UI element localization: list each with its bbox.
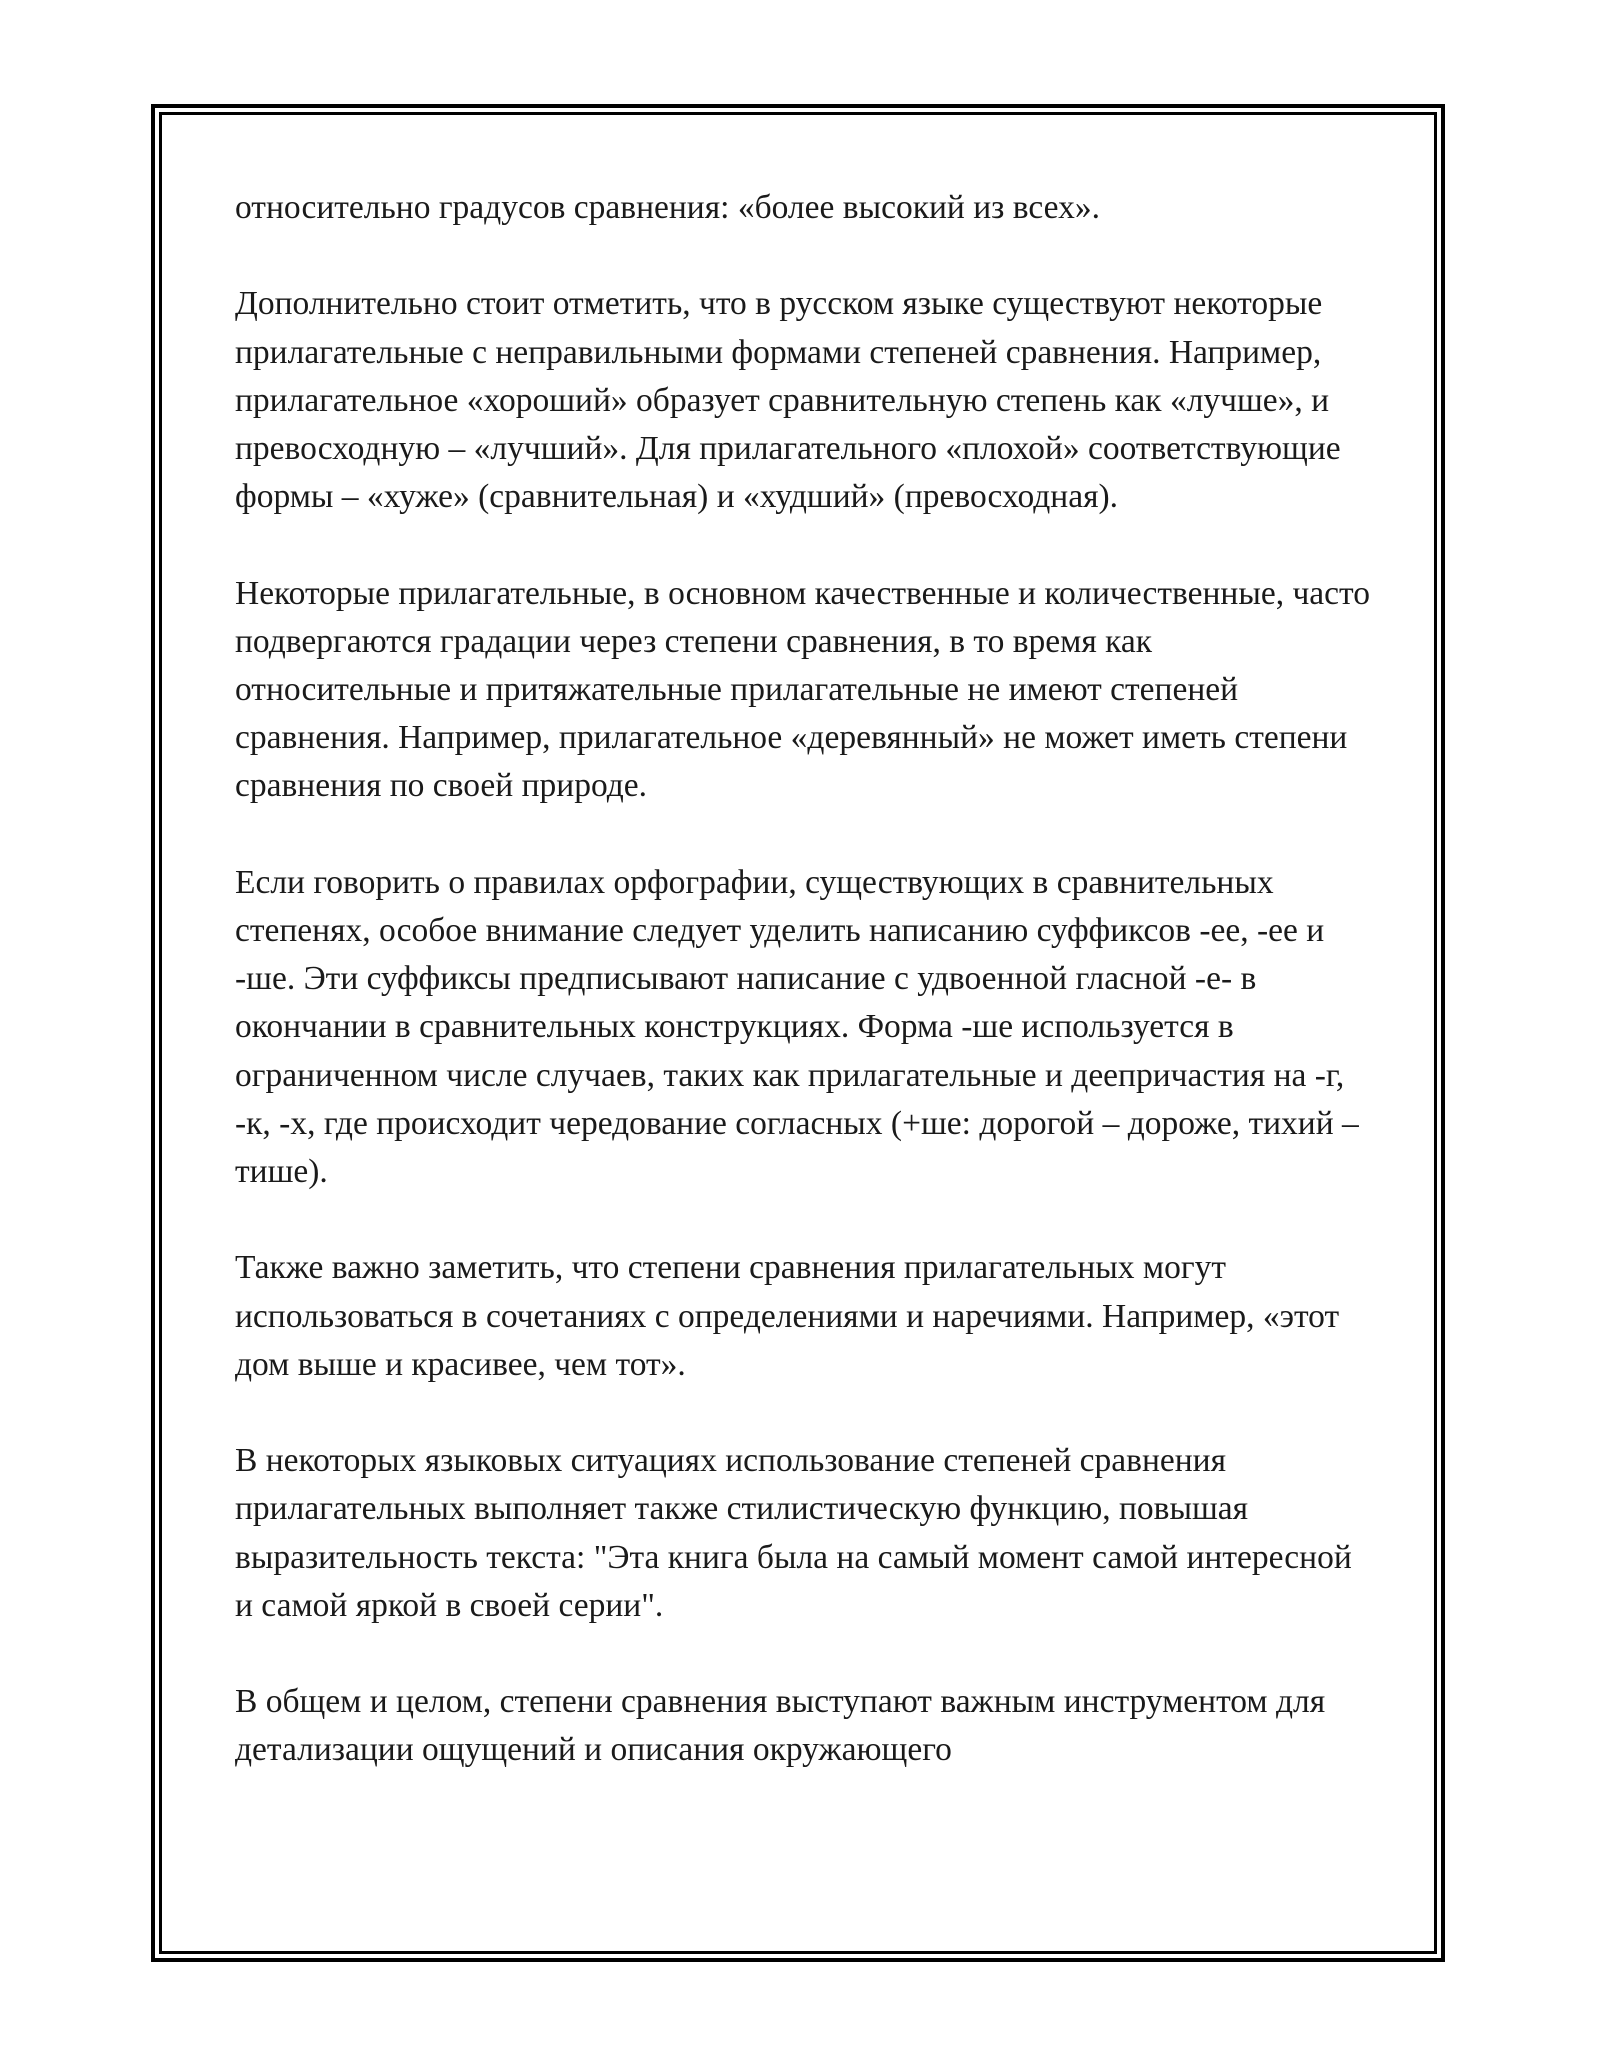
- paragraph-4: Если говорить о правилах орфографии, существующих в сравнительных степенях, особое внимание следует уделить написанию суффиксов -ее, -ее и -ше. Эти суффиксы предписывают написание с удвоенной гласной -е- в окончании в сравнительных конструкциях. Форма -ше используется в ограниченном числе случаев, таких как прилагательные и деепричастия на -г, -к, -х, где происходит чередование согласных (+ше: дорогой – дороже, тихий – тише).: [235, 863, 1359, 1191]
- paragraph-1: относительно градусов сравнения: «более высокий из всех».: [235, 189, 1100, 226]
- paragraph-5: Также важно заметить, что степени сравнения прилагательных могут использоваться в сочетаниях с определениями и наречиями. Например, «этот дом выше и красивее, чем тот».: [235, 1249, 1340, 1383]
- paragraph-6: В некоторых языковых ситуациях использование степеней сравнения прилагательных выполняет также стилистическую функцию, повышая выразительность текста: "Эта книга была на самый момент самой интересной и самой яркой в своей серии".: [235, 1442, 1352, 1624]
- paragraph-7: В общем и целом, степени сравнения выступают важным инструментом для детализации ощущений и описания окружающего: [235, 1683, 1326, 1769]
- paragraph-3: Некоторые прилагательные, в основном качественные и количественные, часто подвергаются градации через степени сравнения, в то время как относительные и притяжательные прилагательные не имеют степеней сравнения. Например, прилагательное «деревянный» не может иметь степени сравнения по своей природе.: [235, 574, 1370, 805]
- page-content: [235, 184, 1375, 1775]
- paragraph-2: Дополнительно стоит отметить, что в русском языке существуют некоторые прилагательные с неправильными формами степеней сравнения. Например, прилагательное «хороший» образует сравнительную степень как «лучше», и превосходную – «лучший». Для прилагательного «плохой» соответствующие формы – «хуже» (сравнительная) и «худший» (превосходная).: [235, 285, 1341, 516]
